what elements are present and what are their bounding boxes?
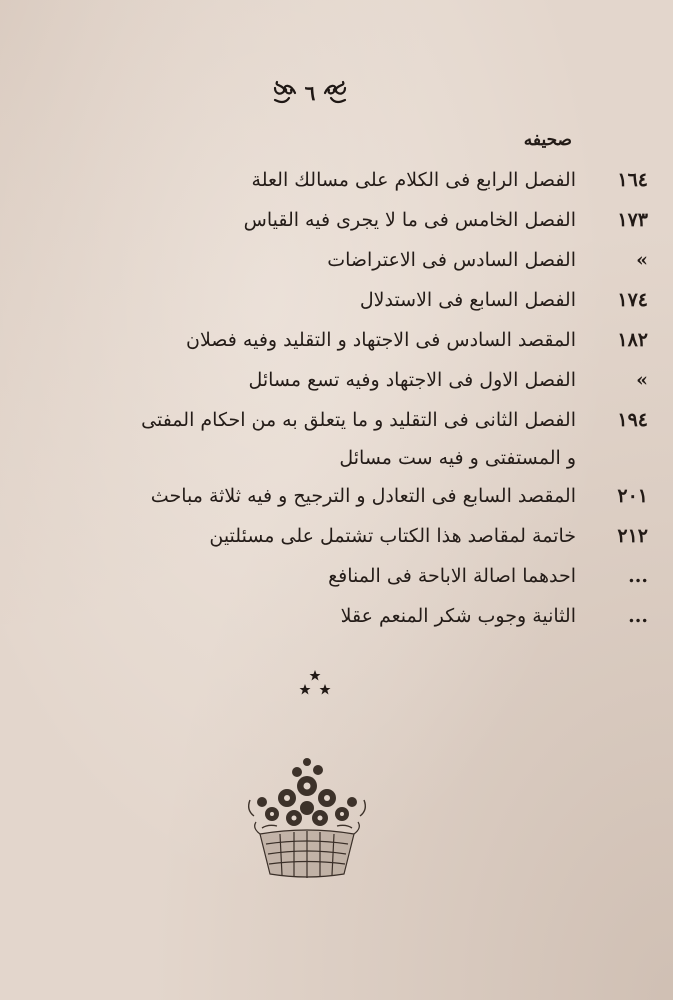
toc-row (20, 476, 648, 516)
page-folio (250, 70, 370, 116)
toc-page-number: ١٧٤ (617, 289, 648, 311)
toc-row (20, 596, 648, 636)
toc-row (20, 360, 648, 400)
toc-page-number: ٢١٢ (617, 525, 648, 547)
page-number: ٦ (304, 81, 316, 105)
toc-entry-title: الفصل الاول فى الاجتهاد وفيه تسع مسائل (248, 369, 576, 391)
toc-entry-title: الفصل الخامس فى ما لا يجرى فيه القياس (243, 209, 576, 231)
three-stars-icon (290, 668, 340, 700)
right-ornament-icon (321, 78, 349, 108)
toc-page-number: » (636, 249, 648, 271)
page-column-header: صحيفه (523, 130, 572, 150)
toc-page-number: ٢٠١ (617, 485, 648, 507)
toc-page-number: ١٧٣ (617, 209, 648, 231)
toc-row (20, 280, 648, 320)
toc-row (20, 516, 648, 556)
toc-entry-title: الفصل السابع فى الاستدلال (359, 289, 576, 311)
toc-row (20, 200, 648, 240)
toc-entry-title: الفصل الثانى فى التقليد و ما يتعلق به من احكام المفتى (141, 409, 576, 431)
toc-row (20, 400, 648, 440)
toc-page-number: ١٩٤ (617, 409, 648, 431)
toc-page-number: ... (628, 565, 648, 587)
toc-entry-title: احدهما اصالة الاباحة فى المنافع (328, 565, 576, 587)
toc-entry-title: الثانية وجوب شكر المنعم عقلا (340, 605, 576, 627)
toc-page-number: ... (628, 605, 648, 627)
toc-row (20, 160, 648, 200)
toc-page-number: ١٨٢ (617, 329, 648, 351)
toc-entry-title: و المستفتى و فيه ست مسائل (339, 447, 576, 469)
toc-row (20, 320, 648, 360)
toc-page-number: ١٦٤ (617, 169, 648, 191)
toc-entry-title: المقصد السابع فى التعادل و الترجيح و فيه ثلاثة مباحث (150, 485, 576, 507)
toc-entry-title: الفصل السادس فى الاعتراضات (327, 249, 576, 271)
toc-row (20, 240, 648, 280)
toc-entry-title: المقصد السادس فى الاجتهاد و التقليد وفيه فصلان (186, 329, 576, 351)
toc-entry-title: خاتمة لمقاصد هذا الكتاب تشتمل على مسئلتين (209, 525, 576, 547)
table-of-contents (20, 160, 648, 636)
toc-row-continuation (20, 440, 648, 476)
toc-row (20, 556, 648, 596)
flower-basket-icon (232, 756, 382, 882)
left-ornament-icon (271, 78, 299, 108)
toc-page-number: » (636, 369, 648, 391)
toc-entry-title: الفصل الرابع فى الكلام على مسالك العلة (251, 169, 576, 191)
